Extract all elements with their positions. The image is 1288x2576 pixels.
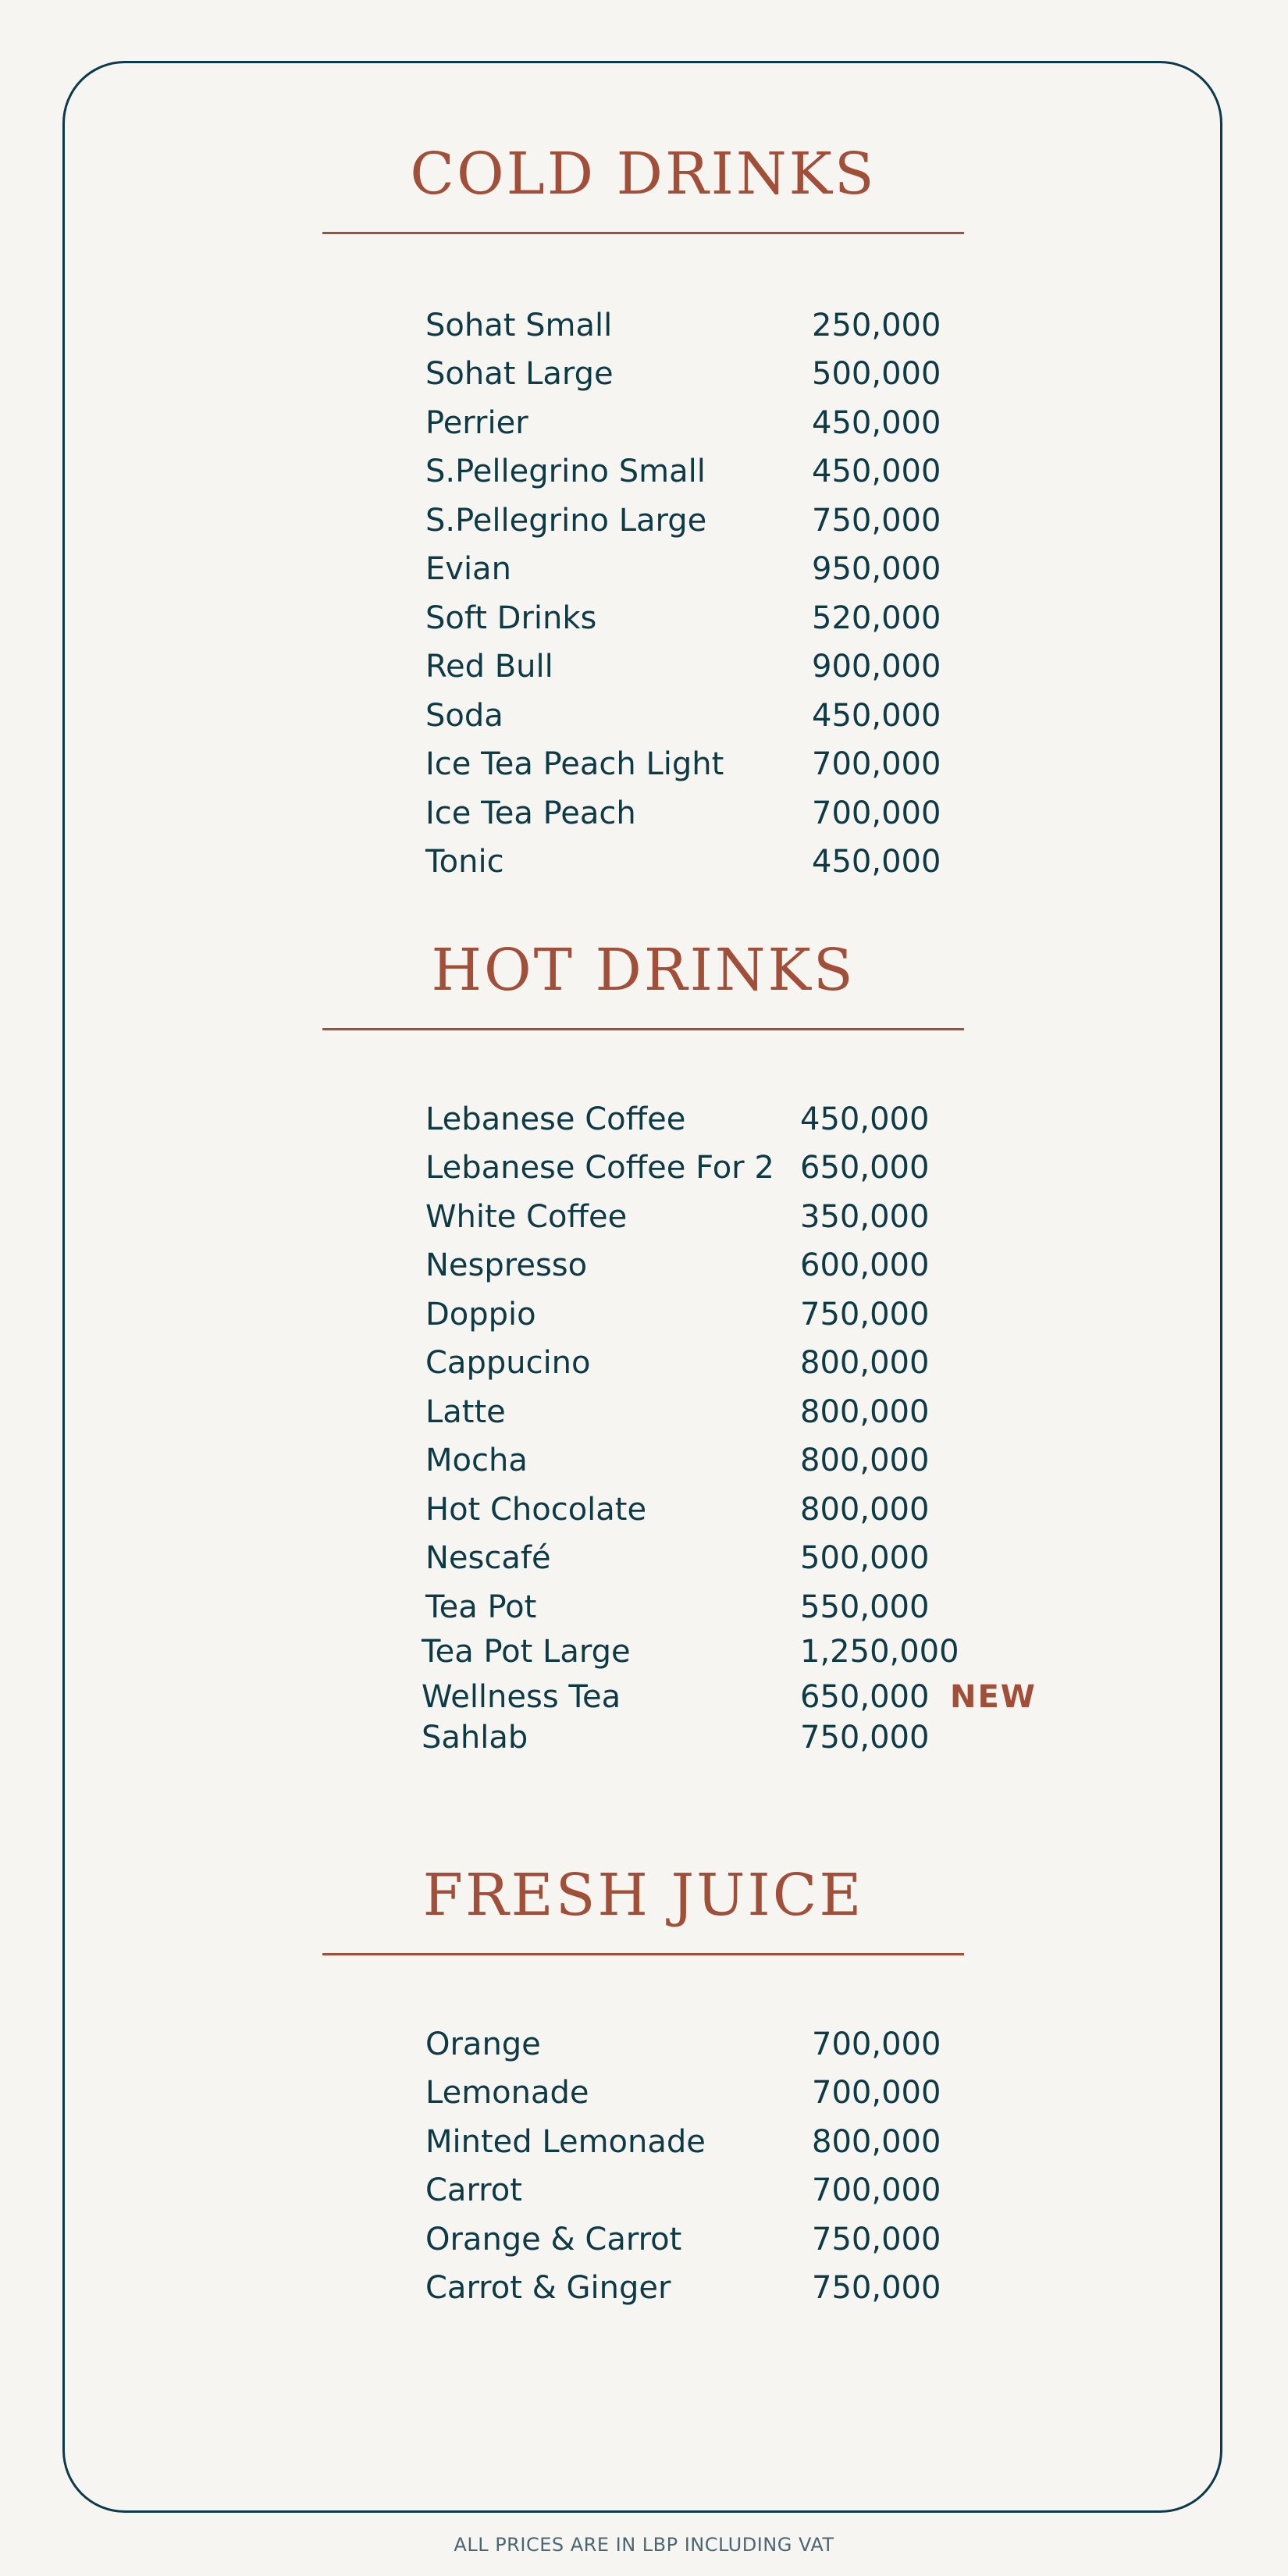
menu-item-name: Evian [425,551,511,587]
menu-item-name: Latte [425,1394,506,1430]
menu-item-name: Sohat Small [425,308,613,343]
menu-item-name: Lebanese Coffee [425,1101,686,1137]
menu-item-price: 800,000 [812,2124,941,2160]
menu-item-name: Tonic [425,844,504,880]
menu-item-name: Ice Tea Peach Light [425,746,724,782]
menu-item-price: 900,000 [812,649,941,685]
menu-item-name: Lemonade [425,2075,589,2111]
menu-item-price: 750,000 [800,1297,930,1332]
menu-item-price: 750,000 [812,2270,941,2306]
menu-item-price: 800,000 [800,1394,930,1430]
menu-item-name: Nescafé [425,1540,551,1576]
menu-item-name: Doppio [425,1297,536,1332]
menu-item-price: 750,000 [812,2222,941,2258]
menu-item-name: Carrot [425,2172,522,2208]
menu-item-name: Wellness Tea [422,1679,621,1715]
menu-item-price: 700,000 [812,795,941,831]
menu-item-price: 550,000 [800,1589,930,1625]
menu-item-name: Sohat Large [425,356,614,392]
menu-item-name: Lebanese Coffee For 2 [425,1150,774,1186]
menu-item-price: 250,000 [812,308,941,343]
menu-item-name: Orange [425,2026,541,2062]
menu-item-name: S.Pellegrino Small [425,454,706,489]
menu-item-price: 600,000 [800,1247,930,1283]
menu-item-price: 450,000 [812,698,941,734]
menu-item-name: Hot Chocolate [425,1492,647,1528]
menu-item-name: Minted Lemonade [425,2124,706,2160]
menu-item-price: 750,000 [800,1720,930,1756]
menu-item-price: 450,000 [812,405,941,441]
menu-item-price: 500,000 [800,1540,930,1576]
menu-item-price: 1,250,000 [800,1634,959,1670]
menu-item-price: 350,000 [800,1199,930,1235]
menu-item-name: Perrier [425,405,528,441]
cold-drinks-divider [322,232,964,234]
cold-drinks-title: COLD DRINKS [410,141,877,208]
new-badge: NEW [950,1679,1037,1715]
menu-item-price: 700,000 [812,2075,941,2111]
menu-item-price: 650,000 [800,1150,930,1186]
menu-item-price: 500,000 [812,356,941,392]
menu-item-name: S.Pellegrino Large [425,503,707,539]
menu-item-name: Nespresso [425,1247,588,1283]
menu-item-price: 800,000 [800,1443,930,1478]
menu-item-price: 650,000 [800,1679,930,1715]
menu-item-price: 800,000 [800,1492,930,1528]
menu-item-name: Tea Pot [425,1589,537,1625]
hot-drinks-divider [322,1028,964,1030]
menu-item-price: 450,000 [812,844,941,880]
hot-drinks-title: HOT DRINKS [431,937,856,1004]
menu-item-name: Cappucino [425,1345,591,1381]
menu-item-name: Sahlab [422,1720,528,1756]
menu-item-name: Red Bull [425,649,553,685]
menu-item-name: Orange & Carrot [425,2222,682,2258]
menu-item-price: 520,000 [812,600,941,636]
menu-item-name: Soft Drinks [425,600,597,636]
menu-item-name: Tea Pot Large [422,1634,631,1670]
fresh-juice-title: FRESH JUICE [422,1862,864,1929]
menu-item-price: 700,000 [812,746,941,782]
menu-item-price: 750,000 [812,503,941,539]
menu-item-name: Mocha [425,1443,528,1478]
menu-item-price: 450,000 [812,454,941,489]
prices-footnote: ALL PRICES ARE IN LBP INCLUDING VAT [454,2534,834,2556]
menu-item-price: 700,000 [812,2172,941,2208]
menu-item-name: Carrot & Ginger [425,2270,671,2306]
menu-item-name: Soda [425,698,503,734]
menu-item-price: 450,000 [800,1101,930,1137]
menu-item-price: 950,000 [812,551,941,587]
menu-item-name: Ice Tea Peach [425,795,636,831]
fresh-juice-divider [322,1953,964,1955]
menu-item-name: White Coffee [425,1199,628,1235]
menu-item-price: 700,000 [812,2026,941,2062]
menu-item-price: 800,000 [800,1345,930,1381]
